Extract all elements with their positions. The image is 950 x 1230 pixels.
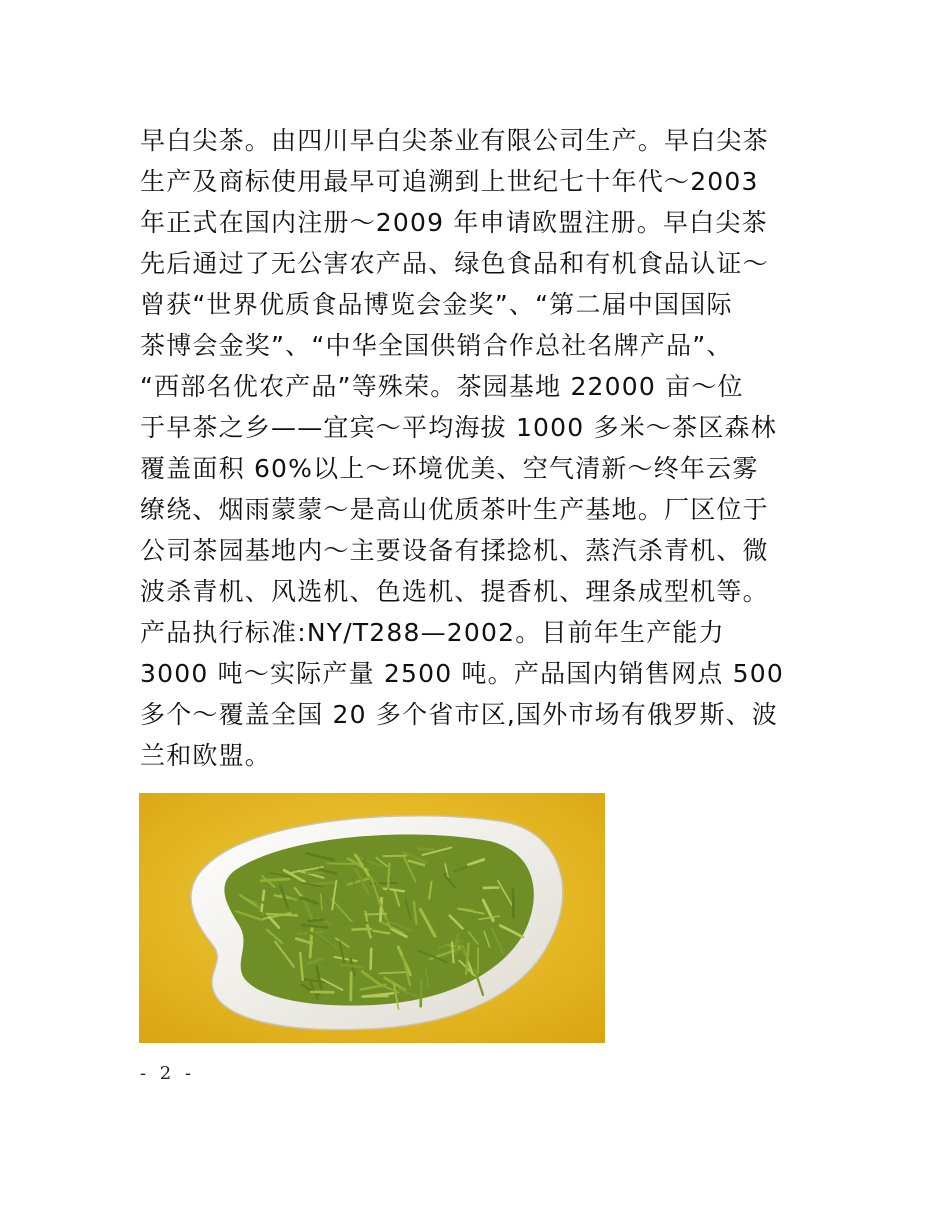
paragraph-line: 茶博会金奖”、“中华全国供销合作总社名牌产品”、 [140, 331, 733, 360]
paragraph-line: 先后通过了无公害农产品、绿色食品和有机食品认证～ [140, 249, 769, 278]
tea-leaf [456, 935, 458, 952]
tea-leaf [328, 863, 354, 864]
tea-leaves-illustration [139, 793, 605, 1043]
paragraph-line: 覆盖面积 60%以上～环境优美、空气清新～终年云雾 [140, 454, 759, 483]
tea-leaf [365, 914, 386, 915]
tea-leaf [388, 863, 389, 889]
tea-leaves-photo [139, 793, 605, 1043]
paragraph-line: 产品执行标准:NY/T288—2002。目前年生产能力 [140, 618, 725, 647]
paragraph-line: 兰和欧盟。 [140, 741, 272, 770]
paragraph-line: 早白尖茶。由四川早白尖茶业有限公司生产。早白尖茶 [140, 126, 769, 155]
paragraph-line: 生产及商标使用最早可追溯到上世纪七十年代～2003 [140, 167, 759, 196]
tea-leaf [345, 923, 370, 924]
tea-leaf [371, 949, 372, 969]
paragraph-line: 多个～覆盖全国 20 多个省市区,国外市场有俄罗斯、波 [140, 700, 779, 729]
tea-leaf [380, 898, 381, 920]
page-number: - 2 - [140, 1063, 196, 1084]
paragraph-line: 于早茶之乡——宜宾～平均海拔 1000 多米～茶区森林 [140, 413, 777, 442]
paragraph-line: 年正式在国内注册～2009 年申请欧盟注册。早白尖茶 [140, 208, 768, 237]
tea-leaf [421, 980, 422, 1006]
paragraph-line: 曾获“世界优质食品博览会金奖”、“第二届中国国际 [140, 290, 733, 319]
body-paragraph [140, 120, 820, 776]
tea-leaf [321, 894, 322, 909]
tea-leaf [308, 920, 323, 921]
paragraph-line: 3000 吨～实际产量 2500 吨。产品国内销售网点 500 [140, 659, 784, 688]
tea-leaf [371, 883, 397, 884]
paragraph-line: 波杀青机、风选机、色选机、提香机、理条成型机等。 [140, 577, 769, 606]
tea-leaf [352, 929, 371, 930]
paragraph-line: 公司茶园基地内～主要设备有揉捻机、蒸汽杀青机、微 [140, 536, 769, 565]
paragraph-line: 缭绕、烟雨蒙蒙～是高山优质茶叶生产基地。厂区位于 [140, 495, 769, 524]
tea-leaf [419, 849, 433, 850]
paragraph-line: “西部名优农产品”等殊荣。茶园基地 22000 亩～位 [140, 372, 744, 401]
